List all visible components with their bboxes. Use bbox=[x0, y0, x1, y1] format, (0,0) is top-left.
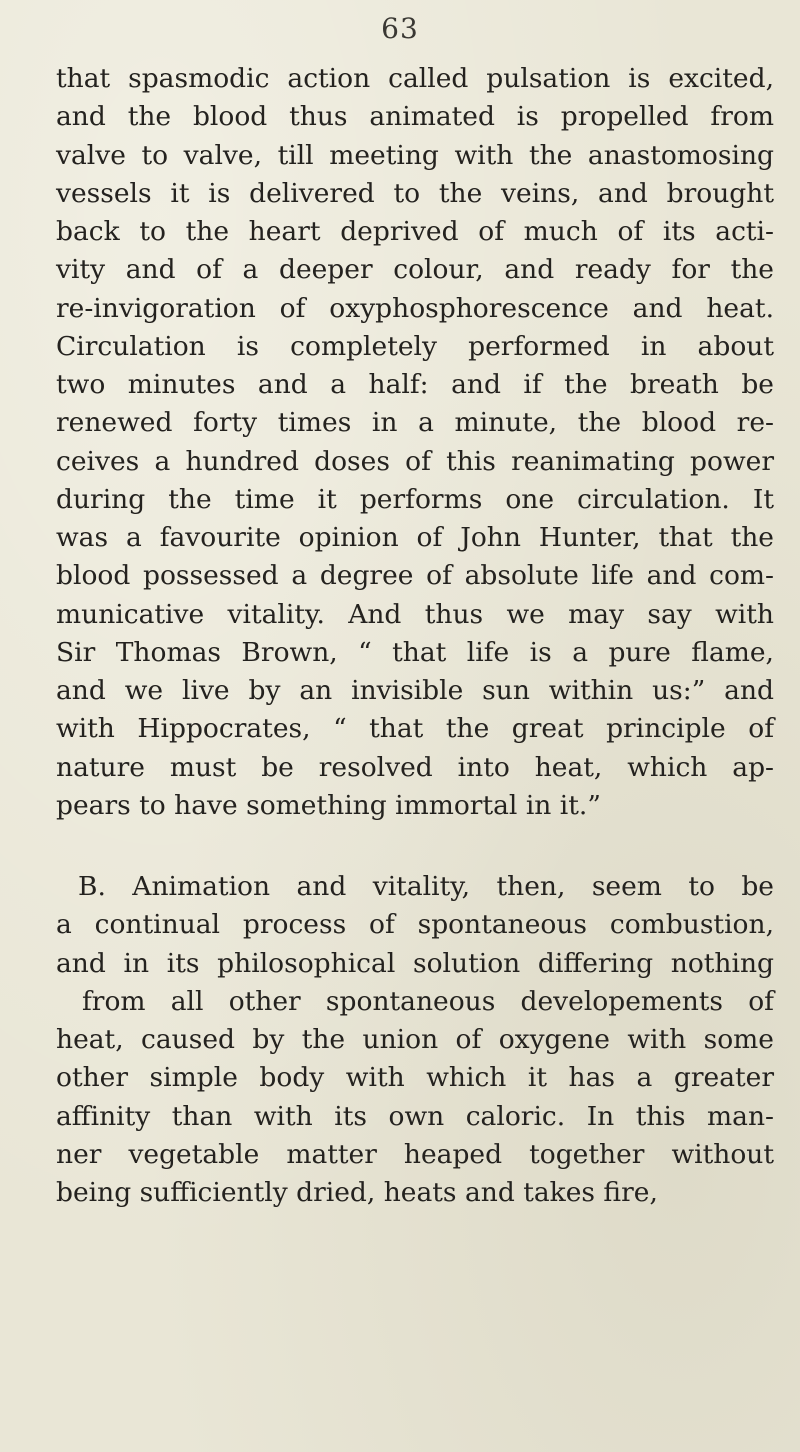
text-line: pears to have something immortal in it.” bbox=[56, 789, 601, 821]
text-line: affinity than with its own caloric. In this man- bbox=[56, 1100, 774, 1132]
text-line: valve to valve, till meeting with the anastomosing bbox=[56, 139, 774, 171]
text-line: was a favourite opinion of John Hunter, that the bbox=[56, 522, 774, 553]
text-line: that spasmodic action called pulsation is excited, bbox=[56, 63, 774, 94]
text-line: vity and of a deeper colour, and ready for the bbox=[56, 254, 774, 286]
text-line: with Hippocrates, “ that the great principle of bbox=[56, 713, 774, 745]
text-line: municative vitality. And thus we may say with bbox=[56, 598, 774, 630]
text-line: Circulation is completely performed in about bbox=[56, 330, 774, 362]
text-line: heat, caused by the union of oxygene with some bbox=[56, 1024, 774, 1055]
text-line: and we live by an invisible sun within us:” and bbox=[56, 675, 774, 706]
text-line: and the blood thus animated is propelled from bbox=[56, 101, 774, 133]
text-line: a continual process of spontaneous combustion, bbox=[56, 909, 774, 941]
text-line: ner vegetable matter heaped together without bbox=[56, 1138, 774, 1170]
text-line: blood possessed a degree of absolute life and com- bbox=[56, 560, 774, 592]
text-line: nature must be resolved into heat, which ap- bbox=[56, 751, 774, 783]
paragraph-animation bbox=[56, 868, 774, 1212]
text-line: back to the heart deprived of much of its acti- bbox=[56, 216, 774, 247]
text-line: two minutes and a half: and if the breath be bbox=[56, 369, 774, 400]
text-line: B. Animation and vitality, then, seem to be bbox=[78, 871, 774, 902]
text-line: being sufficiently dried, heats and takes fire, bbox=[56, 1177, 658, 1208]
text-line: re-invigoration of oxyphosphorescence and heat. bbox=[56, 292, 774, 324]
text-line: vessels it is delivered to the veins, and brought bbox=[56, 177, 774, 209]
paragraph-circulation bbox=[56, 60, 774, 825]
text-line: renewed forty times in a minute, the blood re- bbox=[56, 407, 774, 439]
text-line: Sir Thomas Brown, “ that life is a pure flame, bbox=[56, 636, 774, 668]
text-line: ceives a hundred doses of this reanimating power bbox=[56, 445, 774, 477]
text-line: from all other spontaneous developements of bbox=[82, 985, 774, 1017]
text-line: during the time it performs one circulation. It bbox=[56, 483, 774, 515]
page-number: 63 bbox=[381, 12, 419, 45]
text-line: other simple body with which it has a greater bbox=[56, 1062, 774, 1094]
text-line: and in its philosophical solution differing nothing bbox=[56, 947, 774, 979]
